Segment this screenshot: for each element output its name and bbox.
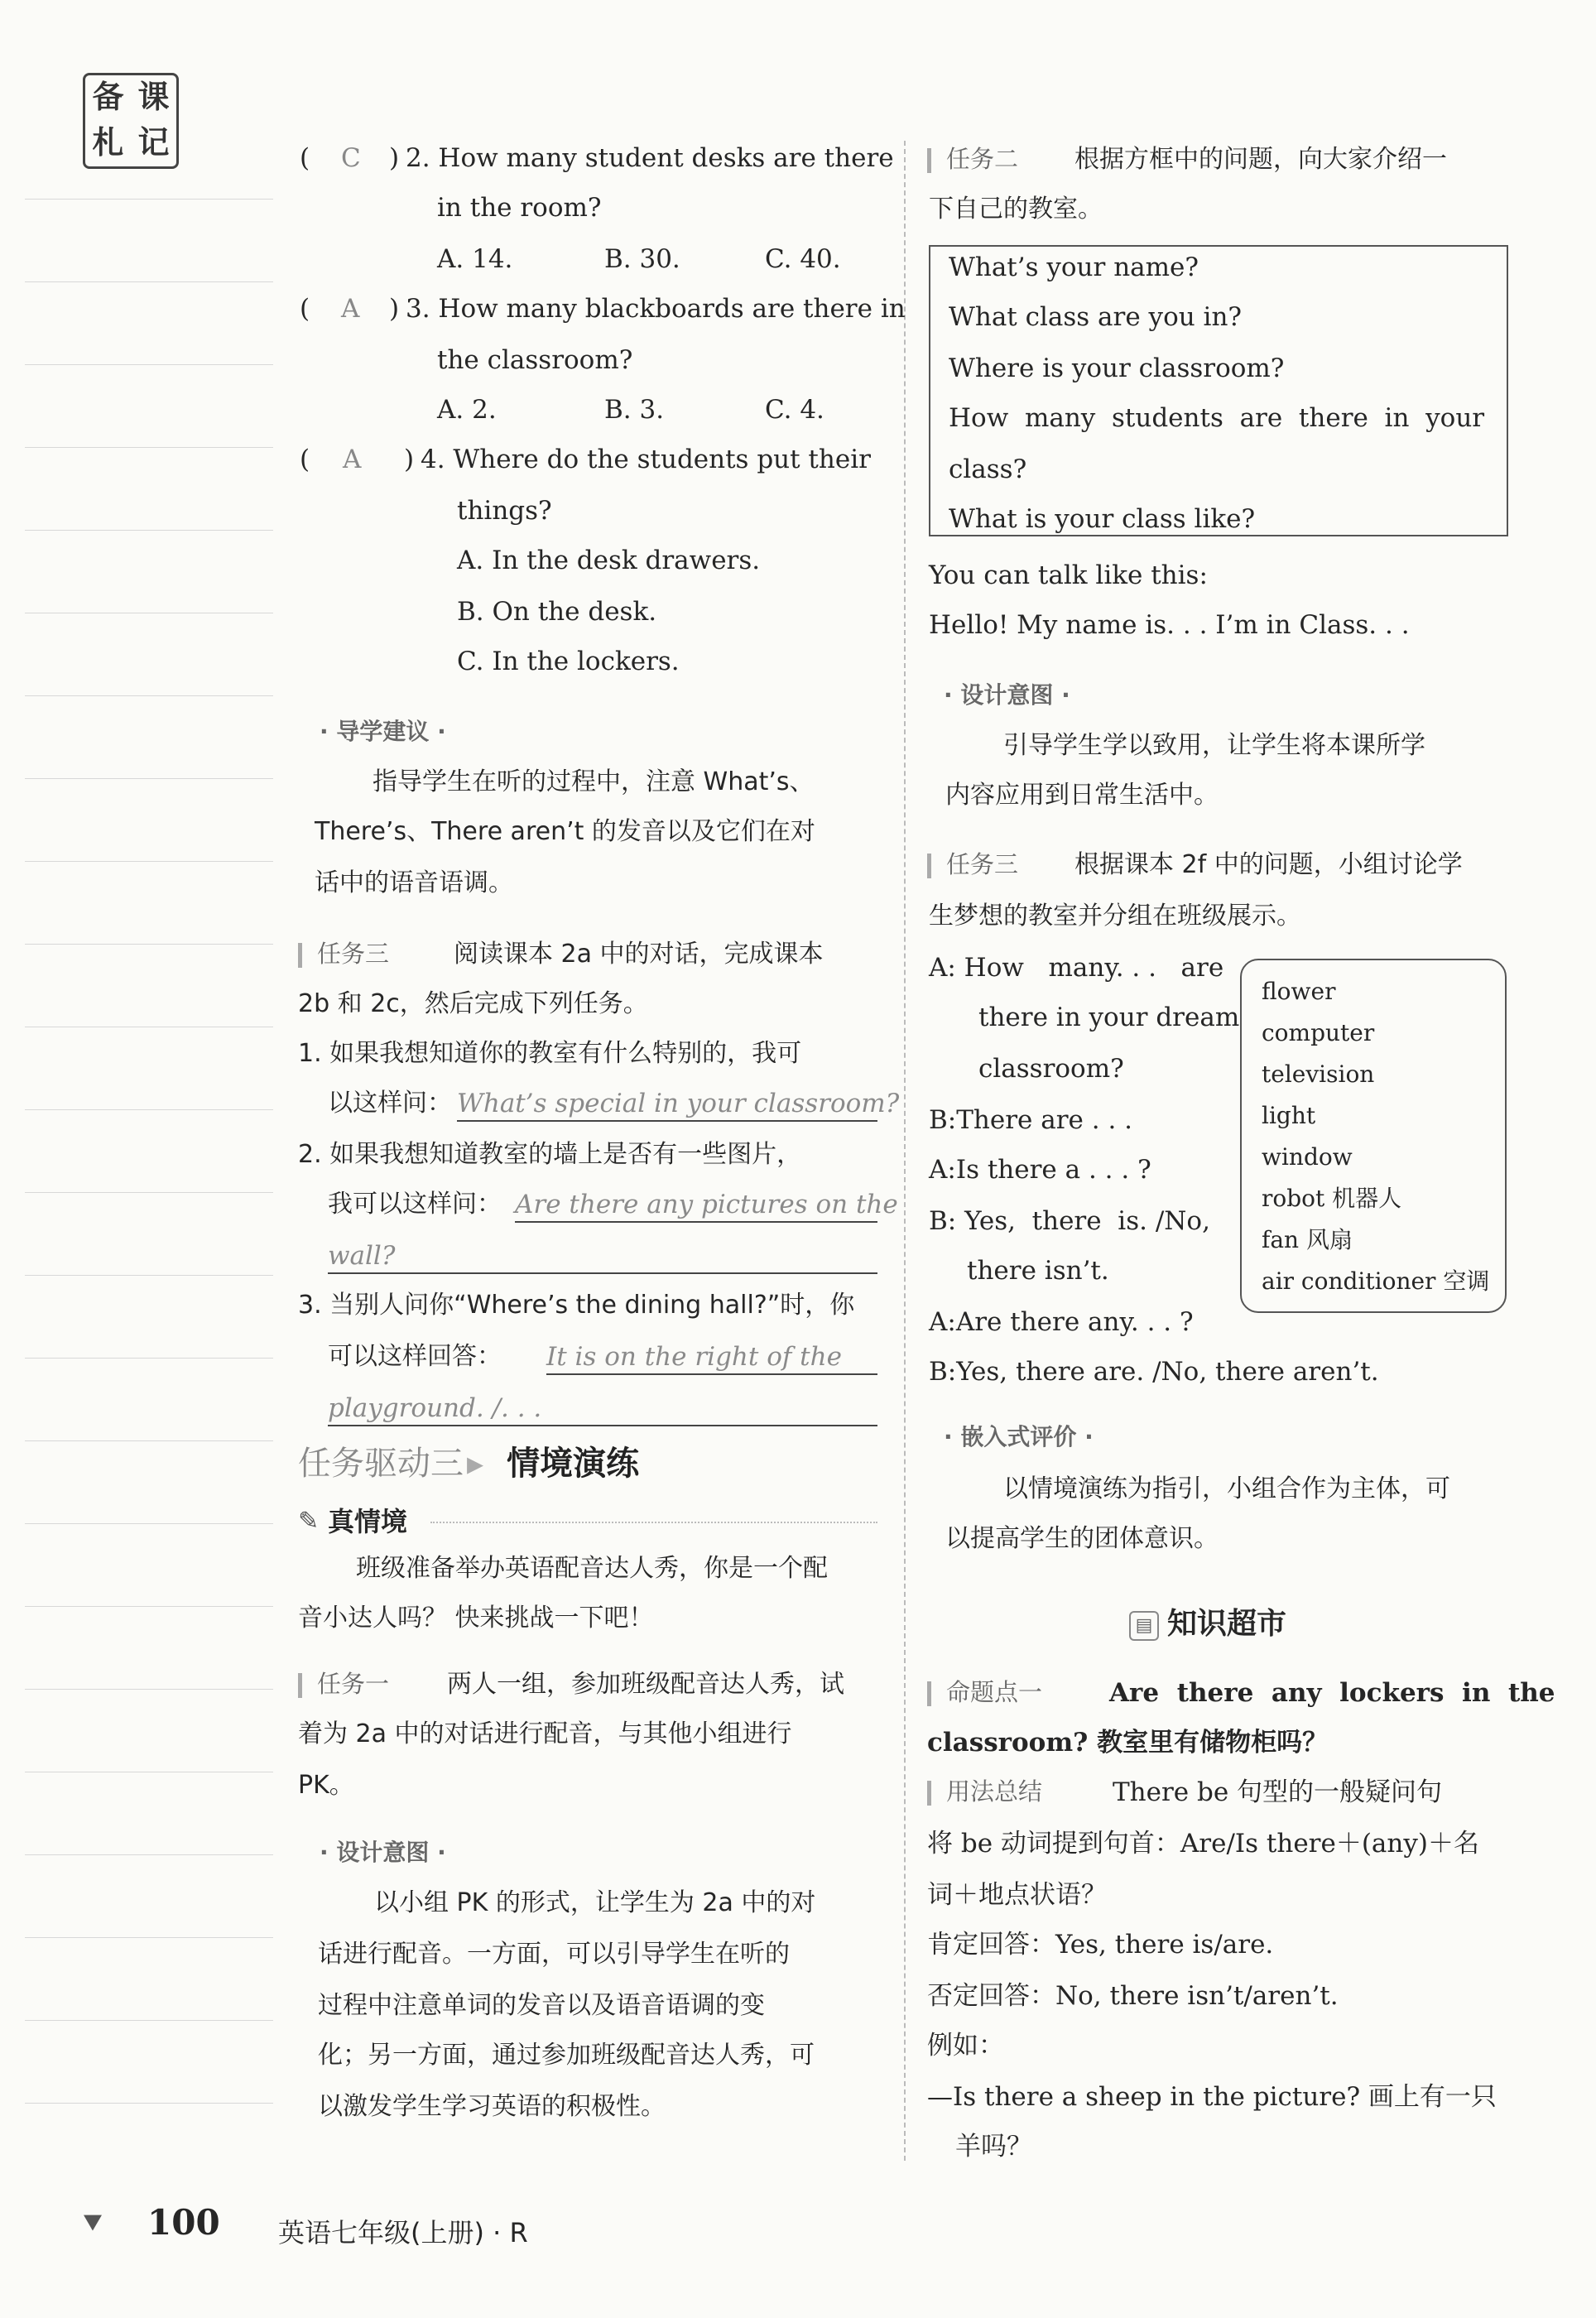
word-item: television xyxy=(1262,1060,1375,1088)
option: C. 40. xyxy=(765,244,841,274)
word-item: fan 风扇 xyxy=(1262,1226,1353,1253)
word-item: robot 机器人 xyxy=(1262,1185,1402,1212)
dialog-line: A: How many. . . are xyxy=(929,953,1224,983)
evaluation-text: 以提高学生的团体意识。 xyxy=(945,1524,1219,1553)
bird-logo-icon: ⯆ xyxy=(79,2205,106,2243)
margin-line xyxy=(25,2020,273,2021)
dialog-line: A:Is there a . . . ? xyxy=(929,1155,1151,1185)
badge-char: 记 xyxy=(137,124,170,161)
question-text: things? xyxy=(457,496,552,526)
task-label: 任务三 xyxy=(927,853,1018,878)
margin-line xyxy=(25,2103,273,2104)
design-text: 内容应用到日常生活中。 xyxy=(945,781,1219,810)
badge-char: 备 xyxy=(92,79,124,115)
task-text: PK。 xyxy=(298,1771,354,1800)
margin-line xyxy=(25,1109,273,1110)
guide-label: · 导学建议 · xyxy=(320,718,446,745)
question-text: 4. Where do the students put their xyxy=(421,445,871,474)
option: B. 30. xyxy=(604,244,680,274)
margin-line xyxy=(25,447,273,448)
task-label: 任务三 xyxy=(298,942,389,968)
usage-text: —Is there a sheep in the picture? 画上有一只 xyxy=(927,2082,1497,2112)
design-text: 化；另一方面，通过参加班级配音达人秀，可 xyxy=(318,2041,815,2070)
dialog-line: B:There are . . . xyxy=(929,1105,1133,1135)
section-heading xyxy=(298,1440,639,1487)
answer-paren-open: ( xyxy=(300,445,310,474)
task-text: 阅读课本 2a 中的对话，完成课本 xyxy=(454,940,824,969)
option: B. 3. xyxy=(604,395,665,425)
scene-text: 音小达人吗？ 快来挑战一下吧！ xyxy=(298,1604,654,1633)
item-text: 2. 如果我想知道教室的墙上是否有一些图片， xyxy=(298,1140,802,1169)
answer-paren-open: ( xyxy=(300,294,310,324)
answer-blank: playground. /. . . xyxy=(328,1396,877,1426)
item-text: 可以这样回答： xyxy=(328,1342,502,1371)
answer-paren-close: ) xyxy=(389,294,400,324)
dialog-line: B:Yes, there are. /No, there aren’t. xyxy=(929,1357,1379,1387)
book-title: 英语七年级(上册) · R xyxy=(278,2217,528,2248)
question-text: in the room? xyxy=(437,193,602,223)
box-question: What class are you in? xyxy=(949,302,1243,332)
word-item: light xyxy=(1262,1102,1316,1129)
word-item: flower xyxy=(1262,978,1336,1005)
evaluation-label: · 嵌入式评价 · xyxy=(944,1423,1094,1450)
question-text: 3. How many blackboards are there in xyxy=(406,294,906,324)
dialog-line: there in your dream xyxy=(978,1003,1240,1032)
answer-letter: A xyxy=(343,445,362,474)
margin-line xyxy=(25,1358,273,1359)
margin-line xyxy=(25,281,273,282)
item-text: 3. 当别人问你“Where’s the dining hall?”时，你 xyxy=(298,1291,855,1320)
word-item: air conditioner 空调 xyxy=(1262,1267,1490,1295)
question-text: the classroom? xyxy=(437,345,633,375)
guide-text: 话中的语音语调。 xyxy=(315,868,513,897)
guide-text: 指导学生在听的过程中，注意 What’s、 xyxy=(373,767,815,796)
margin-line xyxy=(25,530,273,531)
margin-line xyxy=(25,199,273,200)
scene-text: 班级准备举办英语配音达人秀，你是一个配 xyxy=(356,1554,828,1583)
point-label: 命题点一 xyxy=(927,1681,1042,1706)
usage-text: 否定回答：No, there isn’t/aren’t. xyxy=(927,1981,1339,2011)
option: B. On the desk. xyxy=(457,597,657,627)
margin-line xyxy=(25,364,273,365)
task-text: 生梦想的教室并分组在班级展示。 xyxy=(929,902,1301,931)
answer-blank: It is on the right of the xyxy=(546,1344,877,1375)
margin-line xyxy=(25,1192,273,1193)
margin-line xyxy=(25,944,273,945)
answer-letter: C xyxy=(341,143,361,173)
word-item: computer xyxy=(1262,1019,1375,1046)
badge-char: 课 xyxy=(137,79,170,115)
section-heading-number: 任务驱动三 xyxy=(298,1445,464,1483)
task-text: 下自己的教室。 xyxy=(929,195,1103,224)
margin-line xyxy=(25,778,273,779)
usage-text: 羊吗？ xyxy=(955,2132,1032,2162)
chevron-icon: ▸ xyxy=(467,1445,484,1483)
talk-text: Hello! My name is. . . I’m in Class. . . xyxy=(929,610,1410,640)
task-text: 根据方框中的问题，向大家介绍一 xyxy=(1074,145,1447,174)
option: A. 2. xyxy=(437,395,497,425)
margin-line xyxy=(25,1689,273,1690)
box-question: class? xyxy=(949,454,1027,484)
guide-text: There’s、There aren’t 的发音以及它们在对 xyxy=(315,817,815,846)
margin-line xyxy=(25,1440,273,1441)
badge-char: 札 xyxy=(92,124,124,161)
dialog-line: classroom? xyxy=(978,1054,1124,1084)
design-label: · 设计意图 · xyxy=(944,681,1070,709)
margin-line xyxy=(25,695,273,696)
margin-line xyxy=(25,1606,273,1607)
point-text: classroom? 教室里有储物柜吗？ xyxy=(927,1728,1329,1758)
item-text: 我可以这样问： xyxy=(328,1190,502,1219)
answer-paren-close: ) xyxy=(404,445,415,474)
pencil-icon: ✎ xyxy=(298,1507,320,1536)
task-text: 两人一组，参加班级配音达人秀，试 xyxy=(447,1670,844,1699)
book-icon: ▤ xyxy=(1129,1611,1159,1641)
item-text: 以这样问： xyxy=(328,1089,452,1118)
box-question: How many students are there in your xyxy=(949,403,1485,433)
question-text: 2. How many student desks are there xyxy=(406,143,894,173)
usage-text: 将 be 动词提到句首：Are/Is there＋(any)＋名 xyxy=(927,1829,1479,1859)
design-text: 以激发学生学习英语的积极性。 xyxy=(318,2092,666,2121)
evaluation-text: 以情境演练为指引，小组合作为主体，可 xyxy=(1003,1474,1450,1503)
option: A. In the desk drawers. xyxy=(457,546,761,575)
answer-blank: What’s special in your classroom? xyxy=(457,1091,877,1122)
task-text: 2b 和 2c，然后完成下列任务。 xyxy=(298,989,648,1018)
question-box xyxy=(929,245,1508,536)
knowledge-market-title: 知识超市 xyxy=(1167,1607,1287,1641)
margin-line xyxy=(25,861,273,862)
box-question: Where is your classroom? xyxy=(949,353,1285,383)
box-question: What’s your name? xyxy=(949,252,1199,282)
usage-text: 肯定回答：Yes, there is/are. xyxy=(927,1930,1274,1960)
word-box xyxy=(1240,959,1507,1313)
design-text: 过程中注意单词的发音以及语音语调的变 xyxy=(318,1991,765,2020)
dialog-line: B: Yes, there is. /No, xyxy=(929,1206,1210,1236)
talk-text: You can talk like this: xyxy=(929,560,1208,590)
box-question: What is your class like? xyxy=(949,504,1256,534)
scene-label: 真情境 xyxy=(328,1506,408,1537)
task-label: 任务二 xyxy=(927,147,1018,173)
page-number: 100 xyxy=(147,2202,220,2243)
usage-text: 词＋地点状语？ xyxy=(927,1880,1107,1910)
design-text: 引导学生学以致用，让学生将本课所学 xyxy=(1003,731,1425,760)
design-text: 以小组 PK 的形式，让学生为 2a 中的对 xyxy=(374,1888,816,1917)
margin-line xyxy=(25,1275,273,1276)
margin-line xyxy=(25,1937,273,1938)
answer-paren-close: ) xyxy=(389,143,400,173)
answer-blank: Are there any pictures on the xyxy=(515,1192,877,1223)
point-text: Are there any lockers in the xyxy=(1109,1678,1555,1708)
item-text: 1. 如果我想知道你的教室有什么特别的，我可 xyxy=(298,1039,802,1068)
answer-letter: A xyxy=(341,294,360,324)
dialog-line: there isn’t. xyxy=(967,1256,1109,1286)
dialog-line: A:Are there any. . . ? xyxy=(929,1307,1194,1337)
scene-divider xyxy=(430,1522,877,1523)
margin-line xyxy=(25,1854,273,1855)
answer-blank: wall? xyxy=(328,1243,877,1274)
option: C. In the lockers. xyxy=(457,647,680,676)
section-heading-title: 情境演练 xyxy=(507,1445,640,1483)
word-item: window xyxy=(1262,1143,1353,1171)
task-text: 着为 2a 中的对话进行配音，与其他小组进行 xyxy=(298,1719,792,1748)
design-label: · 设计意图 · xyxy=(320,1839,446,1866)
margin-line xyxy=(25,1523,273,1524)
task-text: 根据课本 2f 中的问题，小组讨论学 xyxy=(1074,850,1463,879)
task-label: 任务一 xyxy=(298,1672,389,1698)
usage-label: 用法总结 xyxy=(927,1780,1042,1806)
answer-paren-open: ( xyxy=(300,143,310,173)
design-text: 话进行配音。一方面，可以引导学生在听的 xyxy=(318,1940,790,1969)
usage-text: 例如： xyxy=(927,2031,1004,2061)
column-divider xyxy=(904,141,906,2161)
notes-badge xyxy=(83,73,179,169)
option: A. 14. xyxy=(437,244,513,274)
option: C. 4. xyxy=(765,395,824,425)
usage-text: There be 句型的一般疑问句 xyxy=(1113,1777,1443,1807)
